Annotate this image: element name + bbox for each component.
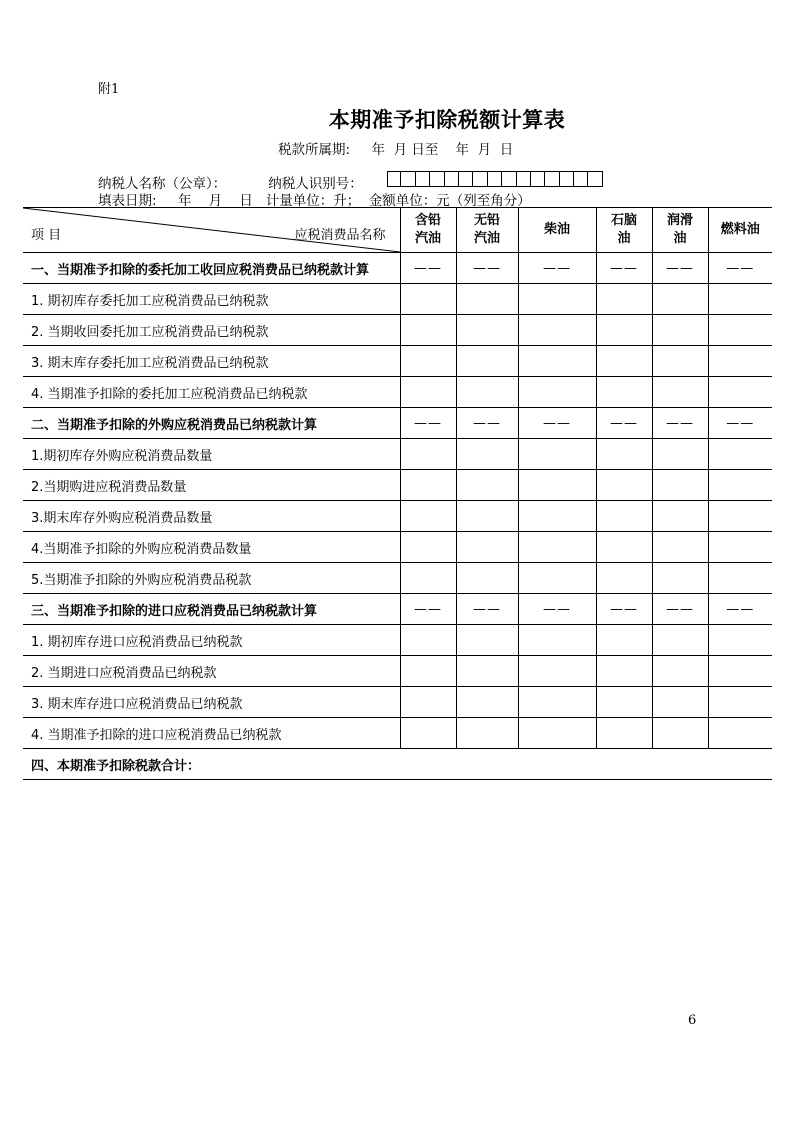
value-cell[interactable] [456,346,518,377]
value-cell[interactable] [456,377,518,408]
value-cell[interactable] [652,563,708,594]
value-cell[interactable] [456,501,518,532]
value-cell[interactable] [596,284,652,315]
value-cell[interactable] [708,284,772,315]
value-cell[interactable] [596,687,652,718]
row-label: 一、当期准予扣除的委托加工收回应税消费品已纳税款计算 [23,253,400,284]
section-row [23,253,772,284]
not-applicable-cell: —— [400,408,456,439]
not-applicable-cell: —— [400,253,456,284]
id-digit-box[interactable] [517,171,531,187]
value-cell[interactable] [400,656,456,687]
value-cell[interactable] [518,346,596,377]
row-label: 3. 期末库存委托加工应税消费品已纳税款 [23,346,400,377]
id-digit-box[interactable] [545,171,559,187]
row-label: 2. 当期进口应税消费品已纳税款 [23,656,400,687]
value-cell[interactable] [652,656,708,687]
value-cell[interactable] [400,439,456,470]
value-cell[interactable] [652,625,708,656]
value-cell[interactable] [708,439,772,470]
column-header-line: 油 [617,231,631,246]
id-digit-box[interactable] [387,171,401,187]
value-cell[interactable] [456,656,518,687]
annex-label: 附1 [98,82,120,97]
value-cell[interactable] [456,563,518,594]
tax-period-line: 税款所属期: 年 月 日至 年 月 日 [278,142,514,158]
table-row [23,284,772,315]
value-cell[interactable] [456,687,518,718]
header-item-label: 项 目 [31,228,62,243]
deduction-table [23,207,772,780]
column-header-line: 油 [673,231,687,246]
column-header-line: 柴油 [543,222,570,237]
page-number: 6 [688,1013,697,1028]
column-header-line: 汽油 [414,231,441,246]
row-label: 4.当期准予扣除的外购应税消费品数量 [23,532,400,563]
value-cell[interactable] [708,718,772,749]
value-cell[interactable] [456,470,518,501]
id-digit-box[interactable] [574,171,588,187]
column-header [456,208,518,253]
value-cell[interactable] [596,346,652,377]
value-cell[interactable] [596,532,652,563]
id-digit-box[interactable] [416,171,430,187]
not-applicable-cell: —— [652,253,708,284]
not-applicable-cell: —— [708,408,772,439]
value-cell[interactable] [596,718,652,749]
not-applicable-cell: —— [596,253,652,284]
value-cell[interactable] [652,439,708,470]
value-cell[interactable] [400,532,456,563]
value-cell[interactable] [518,532,596,563]
not-applicable-cell: —— [652,408,708,439]
value-cell[interactable] [400,346,456,377]
row-label: 3.期末库存外购应税消费品数量 [23,501,400,532]
value-cell[interactable] [400,501,456,532]
fill-date-line: 填表日期: 年 月 日 计量单位：升； 金额单位：元（列至角分） [98,193,531,209]
total-row [23,749,772,780]
table-row [23,346,772,377]
value-cell[interactable] [596,315,652,346]
table-row [23,625,772,656]
column-header [518,208,596,253]
table-row [23,377,772,408]
value-cell[interactable] [518,315,596,346]
value-cell[interactable] [652,532,708,563]
column-header-line: 无铅 [473,213,500,228]
diagonal-header-cell [23,208,400,253]
taxpayer-id-label: 纳税人识别号： [268,176,363,192]
column-header [596,208,652,253]
id-digit-box[interactable] [430,171,444,187]
column-header [652,208,708,253]
id-digit-box[interactable] [488,171,502,187]
row-label: 三、当期准予扣除的进口应税消费品已纳税款计算 [23,594,400,625]
value-cell[interactable] [708,625,772,656]
row-label: 4. 当期准予扣除的进口应税消费品已纳税款 [23,718,400,749]
value-cell[interactable] [596,501,652,532]
value-cell[interactable] [652,346,708,377]
row-label: 2. 当期收回委托加工应税消费品已纳税款 [23,315,400,346]
column-header [708,208,772,253]
value-cell[interactable] [456,625,518,656]
not-applicable-cell: —— [456,408,518,439]
not-applicable-cell: —— [456,594,518,625]
value-cell[interactable] [708,377,772,408]
value-cell[interactable] [708,315,772,346]
not-applicable-cell: —— [596,408,652,439]
table-row [23,532,772,563]
column-header-line: 燃料油 [720,222,760,237]
value-cell[interactable] [708,656,772,687]
value-cell[interactable] [456,284,518,315]
value-cell[interactable] [652,687,708,718]
value-cell[interactable] [456,718,518,749]
value-cell[interactable] [400,718,456,749]
row-label: 4. 当期准予扣除的委托加工应税消费品已纳税款 [23,377,400,408]
id-digit-box[interactable] [445,171,459,187]
value-cell[interactable] [518,439,596,470]
not-applicable-cell: —— [652,594,708,625]
value-cell[interactable] [708,501,772,532]
id-digit-box[interactable] [531,171,545,187]
value-cell[interactable] [400,625,456,656]
id-digit-box[interactable] [588,171,602,187]
column-header-line: 润滑 [666,213,693,228]
value-cell[interactable] [652,501,708,532]
value-cell[interactable] [708,563,772,594]
value-cell[interactable] [518,718,596,749]
not-applicable-cell: —— [708,594,772,625]
value-cell[interactable] [596,439,652,470]
value-cell[interactable] [456,315,518,346]
not-applicable-cell: —— [518,594,596,625]
value-cell[interactable] [596,563,652,594]
value-cell[interactable] [518,687,596,718]
column-header-line: 石脑 [610,213,637,228]
row-label: 1. 期初库存委托加工应税消费品已纳税款 [23,284,400,315]
value-cell[interactable] [652,377,708,408]
taxpayer-name-label: 纳税人名称（公章）： [98,176,227,192]
value-cell[interactable] [596,377,652,408]
value-cell[interactable] [596,625,652,656]
table-row [23,718,772,749]
not-applicable-cell: —— [596,594,652,625]
id-digit-box[interactable] [401,171,415,187]
row-label: 3. 期末库存进口应税消费品已纳税款 [23,687,400,718]
section-row [23,408,772,439]
value-cell[interactable] [596,656,652,687]
table-row [23,687,772,718]
not-applicable-cell: —— [456,253,518,284]
taxpayer-id-boxes[interactable] [387,171,603,187]
value-cell[interactable] [518,563,596,594]
header-product-name-label: 应税消费品名称 [294,228,386,243]
row-label: 5.当期准予扣除的外购应税消费品税款 [23,563,400,594]
value-cell[interactable] [708,346,772,377]
table-header-row [23,208,772,253]
table-row [23,470,772,501]
row-label: 二、当期准予扣除的外购应税消费品已纳税款计算 [23,408,400,439]
value-cell[interactable] [400,563,456,594]
column-header-line: 含铅 [414,213,441,228]
table-row [23,656,772,687]
not-applicable-cell: —— [518,408,596,439]
table-row [23,501,772,532]
row-label: 四、本期准予扣除税款合计： [23,749,772,780]
value-cell[interactable] [400,315,456,346]
value-cell[interactable] [400,284,456,315]
value-cell[interactable] [596,470,652,501]
value-cell[interactable] [652,718,708,749]
value-cell[interactable] [400,687,456,718]
value-cell[interactable] [518,656,596,687]
table-row [23,315,772,346]
value-cell[interactable] [652,470,708,501]
value-cell[interactable] [518,625,596,656]
value-cell[interactable] [708,687,772,718]
table-row [23,439,772,470]
form-title: 本期准予扣除税额计算表 [328,108,566,132]
id-digit-box[interactable] [459,171,473,187]
id-digit-box[interactable] [560,171,574,187]
section-row [23,594,772,625]
value-cell[interactable] [518,501,596,532]
not-applicable-cell: —— [518,253,596,284]
value-cell[interactable] [518,284,596,315]
row-label: 1. 期初库存进口应税消费品已纳税款 [23,625,400,656]
value-cell[interactable] [456,439,518,470]
not-applicable-cell: —— [708,253,772,284]
table-row [23,563,772,594]
row-label: 1.期初库存外购应税消费品数量 [23,439,400,470]
value-cell[interactable] [400,470,456,501]
value-cell[interactable] [518,470,596,501]
value-cell[interactable] [456,532,518,563]
value-cell[interactable] [652,284,708,315]
not-applicable-cell: —— [400,594,456,625]
id-digit-box[interactable] [502,171,516,187]
id-digit-box[interactable] [473,171,487,187]
value-cell[interactable] [708,470,772,501]
value-cell[interactable] [652,315,708,346]
column-header [400,208,456,253]
row-label: 2.当期购进应税消费品数量 [23,470,400,501]
value-cell[interactable] [518,377,596,408]
column-header-line: 汽油 [473,231,500,246]
value-cell[interactable] [708,532,772,563]
value-cell[interactable] [400,377,456,408]
